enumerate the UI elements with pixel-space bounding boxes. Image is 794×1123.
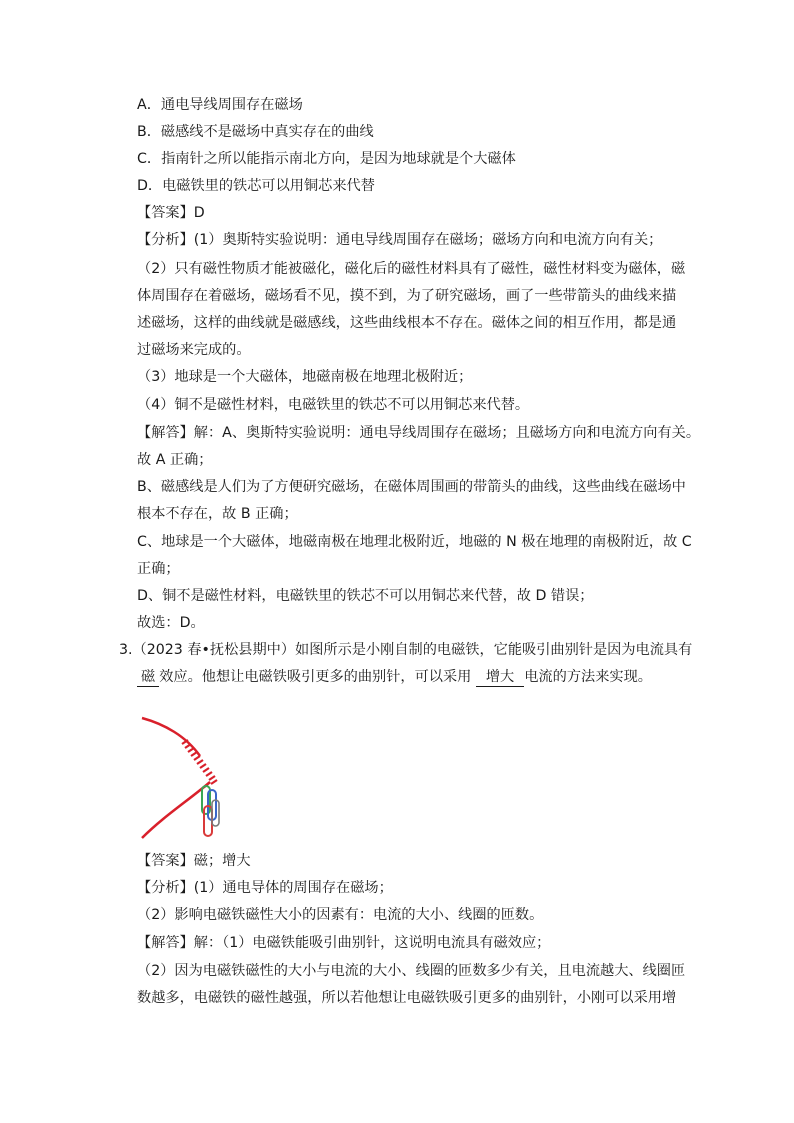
solution-line: C、地球是一个大磁体，地磁南极在地理北极附近，地磁的 N 极在地理的南极附近，故 C: [137, 534, 692, 550]
answer-q2: 【答案】D: [137, 205, 205, 221]
analysis-line: （2）只有磁性物质才能被磁化，磁化后的磁性材料具有了磁性，磁性材料变为磁体，磁: [137, 261, 686, 277]
analysis-line: 述磁场，这样的曲线就是磁感线，这些曲线根本不存在。磁体之间的相互作用，都是通: [137, 315, 677, 331]
stem-text: 电流的方法来实现。: [524, 669, 652, 685]
analysis-line: 【分析】(1）奥斯特实验说明：通电导线周围存在磁场；磁场方向和电流方向有关；: [137, 232, 663, 248]
blank-1: 磁: [137, 669, 159, 687]
solution-line: 正确；: [137, 561, 180, 577]
analysis-line: （3）地球是一个大磁体，地磁南极在地理北极附近；: [137, 369, 473, 385]
solution-line: B、磁感线是人们为了方便研究磁场，在磁体周围画的带箭头的曲线，这些曲线在磁场中: [137, 479, 686, 495]
option-d: D．电磁铁里的铁芯可以用铜芯来代替: [137, 178, 375, 194]
electromagnet-with-paperclips-icon: [134, 716, 244, 844]
analysis-line: （2）影响电磁铁磁性大小的因素有：电流的大小、线圈的匝数。: [137, 907, 544, 923]
analysis-line: （4）铜不是磁性材料，电磁铁里的铁芯不可以用铜芯来代替。: [137, 397, 530, 413]
blank-2: 增大: [476, 669, 524, 687]
solution-line: D、铜不是磁性材料，电磁铁里的铁芯不可以用铜芯来代替，故 D 错误；: [137, 588, 594, 604]
question-3-stem: 3.（2023 春•抚松县期中）如图所示是小刚自制的电磁铁，它能吸引曲别针是因为电流具有: [119, 642, 693, 658]
answer-q3: 【答案】磁；增大: [137, 853, 251, 869]
solution-line: 根本不存在，故 B 正确；: [137, 506, 298, 522]
solution-line: 【解答】解：A、奥斯特实验说明：通电导线周围存在磁场；且磁场方向和电流方向有关。: [137, 425, 701, 441]
solution-line: （2）因为电磁铁磁性的大小与电流的大小、线圈的匝数多少有关，且电流越大、线圈匝: [137, 963, 686, 979]
option-c: C．指南针之所以能指示南北方向，是因为地球就是个大磁体: [137, 151, 516, 167]
question-3-stem-cont: [137, 667, 652, 687]
solution-line: 故选：D。: [137, 615, 205, 631]
analysis-line: 【分析】(1）通电导体的周围存在磁场；: [137, 880, 393, 896]
analysis-line: 体周围存在着磁场，磁场看不见，摸不到，为了研究磁场，画了一些带箭头的曲线来描: [137, 288, 677, 304]
solution-line: 故 A 正确；: [137, 452, 213, 468]
option-a: A．通电导线周围存在磁场: [137, 97, 303, 113]
stem-text: 效应。他想让电磁铁吸引更多的曲别针，可以采用: [159, 669, 472, 685]
solution-line: 【解答】解：（1）电磁铁能吸引曲别针，这说明电流具有磁效应；: [137, 935, 551, 951]
option-b: B．磁感线不是磁场中真实存在的曲线: [137, 124, 374, 140]
solution-line: 数越多，电磁铁的磁性越强，所以若他想让电磁铁吸引更多的曲别针，小刚可以采用增: [137, 990, 677, 1006]
analysis-line: 过磁场来完成的。: [137, 342, 251, 358]
